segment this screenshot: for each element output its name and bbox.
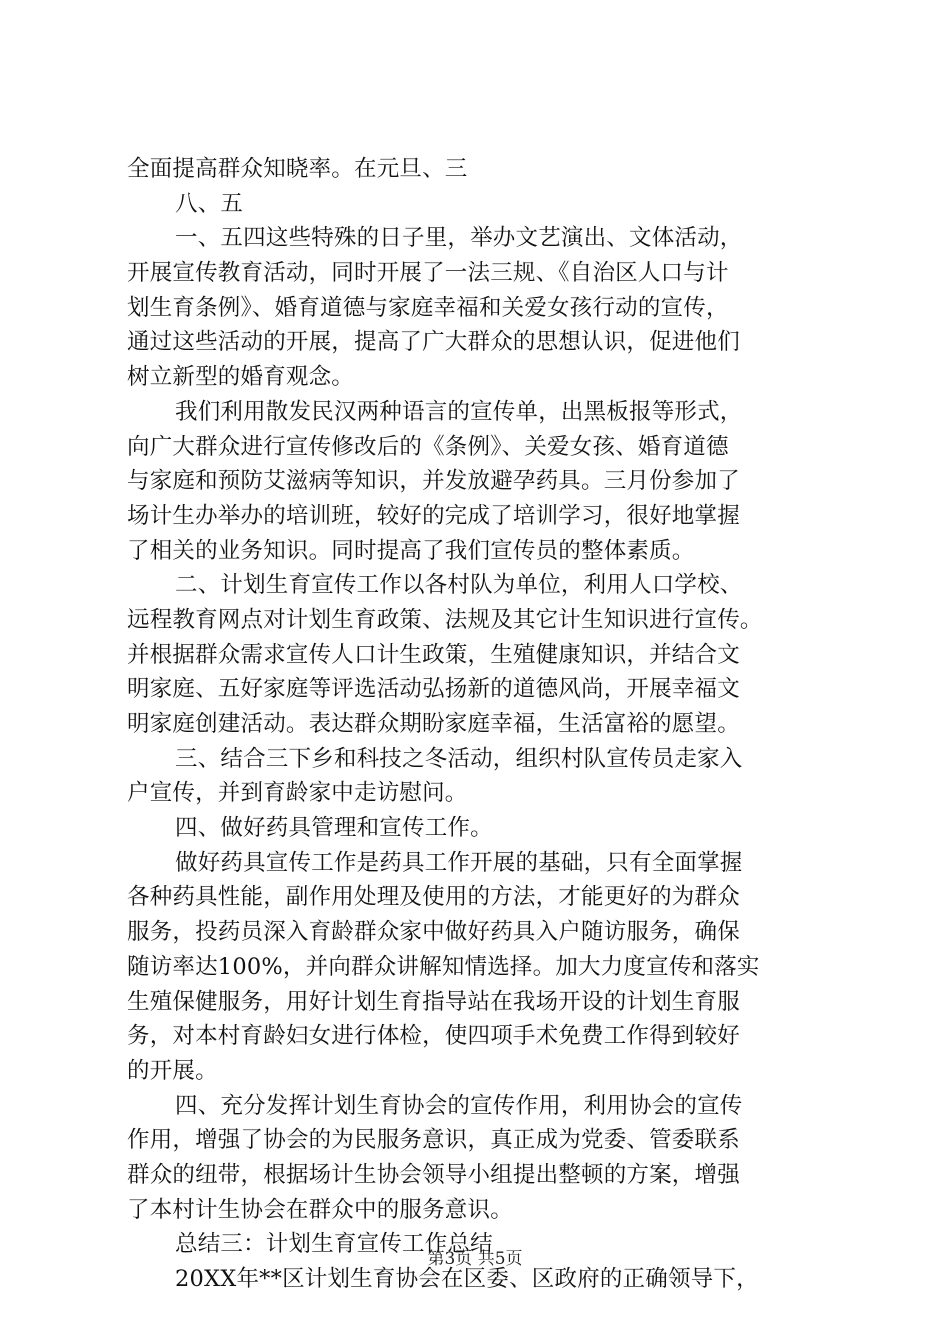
text-line: 作用，增强了协会的为民服务意识，真正成为党委、管委联系 <box>127 1127 740 1154</box>
text-line: 明家庭、五好家庭等评选活动弘扬新的道德风尚，开展幸福文 <box>127 676 740 703</box>
text-line: 划生育条例》、婚育道德与家庭幸福和关爱女孩行动的宣传， <box>127 294 729 321</box>
text-line: 户宣传，并到育龄家中走访慰问。 <box>127 780 468 807</box>
text-line: 我们利用散发民汉两种语言的宣传单，出黑板报等形式， <box>175 398 743 425</box>
text-line: 开展宣传教育活动，同时开展了一法三规、《自治区人口与计 <box>127 260 729 287</box>
text-line: 明家庭创建活动。表达群众期盼家庭幸福，生活富裕的愿望。 <box>127 711 740 737</box>
text-line: 场计生办举办的培训班，较好的完成了培训学习，很好地掌握 <box>127 502 740 529</box>
text-line: 了本村计生协会在群众中的服务意识。 <box>127 1196 513 1223</box>
text-line: 各种药具性能，副作用处理及使用的方法，才能更好的为群众 <box>127 884 740 911</box>
text-line: 务，对本村育龄妇女进行体检，使四项手术免费工作得到较好 <box>127 1023 740 1050</box>
text-line: 的开展。 <box>127 1057 218 1084</box>
document-body <box>127 152 832 1297</box>
text-line: 群众的纽带，根据场计生协会领导小组提出整顿的方案，增强 <box>127 1161 740 1188</box>
text-line: 三、结合三下乡和科技之冬活动，组织村队宣传员走家入 <box>175 745 743 772</box>
text-line: 与家庭和预防艾滋病等知识，并发放避孕药具。三月份参加了 <box>127 468 740 495</box>
text-line: 八、五 <box>175 190 244 217</box>
text-line: 四、做好药具管理和宣传工作。 <box>175 815 493 842</box>
text-line: 生殖保健服务，用好计划生育指导站在我场开设的计划生育服 <box>127 988 740 1015</box>
text-line: 远程教育网点对计划生育政策、法规及其它计生知识进行宣传。 <box>127 606 763 633</box>
text-line: 四、充分发挥计划生育协会的宣传作用，利用协会的宣传 <box>175 1092 743 1119</box>
text-line: 做好药具宣传工作是药具工作开展的基础，只有全面掌握 <box>175 849 743 876</box>
text-line: 了相关的业务知识。同时提高了我们宣传员的整体素质。 <box>127 537 695 564</box>
text-line: 并根据群众需求宣传人口计生政策，生殖健康知识，并结合文 <box>127 641 740 668</box>
text-line: 服务，投药员深入育龄群众家中做好药具入户随访服务，确保 <box>127 919 740 946</box>
text-line: 全面提高群众知晓率。在元旦、三 <box>127 156 468 182</box>
text-line: 20XX年**区计划生育协会在区委、区政府的正确领导下， <box>175 1266 759 1292</box>
text-line: 随访率达100%，并向群众讲解知情选择。加大力度宣传和落实 <box>127 953 760 980</box>
section-heading: 总结三：计划生育宣传工作总结 <box>175 1231 493 1258</box>
text-line: 树立新型的婚育观念。 <box>127 364 355 391</box>
text-line: 向广大群众进行宣传修改后的《条例》、关爱女孩、婚育道德 <box>127 433 729 460</box>
text-line: 一、五四这些特殊的日子里，举办文艺演出、文体活动， <box>175 225 743 252</box>
page-number-footer: 第3页 共5页 <box>427 1249 523 1269</box>
text-line: 二、计划生育宣传工作以各村队为单位，利用人口学校、 <box>175 572 743 599</box>
text-line: 通过这些活动的开展，提高了广大群众的思想认识，促进他们 <box>127 329 740 356</box>
